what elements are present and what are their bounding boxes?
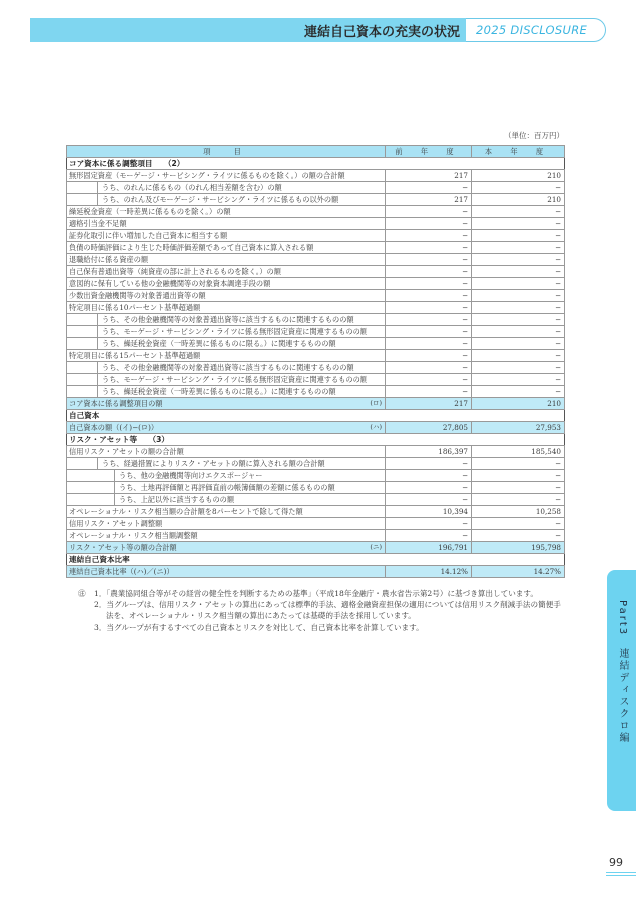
- subtotal-row: [67, 398, 565, 410]
- row-label: オペレーショナル・リスク相当額調整額: [69, 531, 198, 540]
- curr-year-value: −: [472, 470, 565, 482]
- prev-year-value: 27,805: [386, 422, 472, 434]
- prev-year-value: −: [386, 314, 472, 326]
- table-row: [67, 194, 565, 206]
- prev-year-value: −: [386, 290, 472, 302]
- table-row: [67, 314, 565, 326]
- section-row: [67, 410, 565, 422]
- table-row: [67, 518, 565, 530]
- row-label: 意図的に保有している他の金融機関等の対象資本調達手段の額: [69, 279, 271, 288]
- section-heading: 自己資本: [67, 410, 565, 422]
- row-label: うち、繰延税金資産（一時差異に係るものに限る。）に関連するものの額: [102, 339, 336, 348]
- prev-year-value: 10,394: [386, 506, 472, 518]
- row-label-cell: [67, 398, 386, 410]
- row-label: 自己資本の額（(イ)−(ロ)）: [69, 423, 159, 432]
- row-label: うち、上記以外に該当するものの額: [119, 495, 235, 504]
- prev-year-value: −: [386, 302, 472, 314]
- prev-year-value: −: [386, 182, 472, 194]
- section-heading: 連結自己資本比率: [67, 554, 565, 566]
- row-label-cell: [67, 302, 386, 314]
- row-mark: (ニ): [370, 543, 382, 551]
- curr-year-value: −: [472, 350, 565, 362]
- prev-year-value: −: [386, 338, 472, 350]
- prev-year-value: −: [386, 386, 472, 398]
- row-label-cell: [67, 470, 386, 482]
- row-label-cell: [67, 326, 386, 338]
- prev-year-value: 217: [386, 194, 472, 206]
- row-label: 信用リスク・アセットの額の合計額: [69, 447, 184, 456]
- curr-year-value: 14.27%: [472, 566, 565, 578]
- table-row: [67, 302, 565, 314]
- row-label-cell: [67, 566, 386, 578]
- row-label-cell: [67, 170, 386, 182]
- prev-year-value: −: [386, 278, 472, 290]
- table-row: [67, 182, 565, 194]
- curr-year-value: −: [472, 374, 565, 386]
- table-row: [67, 374, 565, 386]
- row-label: 証券化取引に伴い増加した自己資本に相当する額: [69, 231, 228, 240]
- prev-year-value: 14.12%: [386, 566, 472, 578]
- prev-year-value: −: [386, 326, 472, 338]
- curr-year-value: 210: [472, 194, 565, 206]
- curr-year-value: −: [472, 458, 565, 470]
- table-header: [67, 146, 565, 158]
- row-label-cell: [67, 374, 386, 386]
- prev-year-value: −: [386, 374, 472, 386]
- row-label-cell: [67, 290, 386, 302]
- row-label-cell: [67, 446, 386, 458]
- prev-year-value: −: [386, 458, 472, 470]
- note-item: 2．当グループは、信用リスク・アセットの算出にあっては標準的手法、適格金融資産担保の適用については信用リスク削減手法の簡便手法を、オペレーショナル・リスク相当額の算出にあたっては基礎的手法を採用しています。: [94, 600, 561, 621]
- prev-year-value: −: [386, 230, 472, 242]
- capital-table: [66, 145, 565, 578]
- row-label-cell: [67, 482, 386, 494]
- column-header-curr: 本 年 度: [472, 146, 565, 158]
- curr-year-value: 210: [472, 170, 565, 182]
- row-label-cell: [67, 218, 386, 230]
- curr-year-value: 185,540: [472, 446, 565, 458]
- curr-year-value: −: [472, 386, 565, 398]
- note-mark: ㊟: [78, 589, 86, 598]
- subtotal-row: [67, 566, 565, 578]
- prev-year-value: −: [386, 266, 472, 278]
- subtotal-row: [67, 542, 565, 554]
- curr-year-value: −: [472, 278, 565, 290]
- curr-year-value: −: [472, 326, 565, 338]
- curr-year-value: 27,953: [472, 422, 565, 434]
- row-label-cell: [67, 182, 386, 194]
- row-label: 無形固定資産（モーゲージ・サービシング・ライツに係るものを除く。）の額の合計額: [69, 171, 345, 180]
- row-label-cell: [67, 386, 386, 398]
- table-row: [67, 242, 565, 254]
- section-heading: コア資本に係る調整項目 （2）: [67, 158, 565, 170]
- prev-year-value: 217: [386, 170, 472, 182]
- prev-year-value: −: [386, 494, 472, 506]
- curr-year-value: −: [472, 182, 565, 194]
- table-row: [67, 482, 565, 494]
- row-label: オペレーショナル・リスク相当額の合計額を8パーセントで除して得た額: [69, 507, 303, 516]
- table-row: [67, 326, 565, 338]
- curr-year-value: 210: [472, 398, 565, 410]
- section-row: [67, 434, 565, 446]
- table-row: [67, 206, 565, 218]
- section-tab-label: Part3 連結ディスクロ編: [617, 600, 628, 745]
- table-row: [67, 494, 565, 506]
- curr-year-value: −: [472, 530, 565, 542]
- row-label-cell: [67, 458, 386, 470]
- curr-year-value: −: [472, 362, 565, 374]
- row-mark: (ハ): [370, 423, 382, 431]
- curr-year-value: −: [472, 206, 565, 218]
- disclosure-label: 2025 DISCLOSURE: [476, 23, 588, 37]
- row-label-cell: [67, 278, 386, 290]
- prev-year-value: −: [386, 470, 472, 482]
- table-row: [67, 230, 565, 242]
- curr-year-value: −: [472, 266, 565, 278]
- table-row: [67, 338, 565, 350]
- curr-year-value: −: [472, 482, 565, 494]
- row-label: 適格引当金不足額: [69, 219, 127, 228]
- row-label-cell: [67, 314, 386, 326]
- page-number: 99: [609, 856, 623, 869]
- row-label: コア資本に係る調整項目の額: [69, 399, 163, 408]
- prev-year-value: 186,397: [386, 446, 472, 458]
- table-row: [67, 266, 565, 278]
- row-label: 少数出資金融機関等の対象普通出資等の額: [69, 291, 206, 300]
- curr-year-value: −: [472, 290, 565, 302]
- note-item: 1．「農業協同組合等がその経営の健全性を判断するための基準」（平成18年金融庁・農水省告示第2号）に基づき算出しています。: [94, 589, 538, 598]
- table-row: [67, 170, 565, 182]
- column-header-prev: 前 年 度: [386, 146, 472, 158]
- section-heading: リスク・アセット等 （3）: [67, 434, 565, 446]
- table-row: [67, 254, 565, 266]
- content-flow: [66, 145, 568, 633]
- row-label-cell: [67, 518, 386, 530]
- row-label: 信用リスク・アセット調整額: [69, 519, 163, 528]
- row-label: うち、のれん及びモーゲージ・サービシング・ライツに係るもの以外の額: [102, 195, 339, 204]
- row-label: うち、土地再評価額と再評価直前の帳簿価額の差額に係るものの額: [119, 483, 335, 492]
- row-label: うち、経過措置によりリスク・アセットの額に算入される額の合計額: [102, 459, 325, 468]
- table-row: [67, 458, 565, 470]
- table-row: [67, 470, 565, 482]
- curr-year-value: −: [472, 230, 565, 242]
- prev-year-value: 196,791: [386, 542, 472, 554]
- curr-year-value: −: [472, 254, 565, 266]
- notes: [78, 588, 568, 633]
- divider: [606, 875, 636, 876]
- curr-year-value: −: [472, 494, 565, 506]
- curr-year-value: 195,798: [472, 542, 565, 554]
- note-item: 3．当グループが有するすべての自己資本とリスクを対比して、自己資本比率を計算しています。: [94, 622, 424, 632]
- curr-year-value: −: [472, 302, 565, 314]
- row-label-cell: [67, 266, 386, 278]
- section-row: [67, 158, 565, 170]
- page-title: 連結自己資本の充実の状況: [303, 25, 460, 40]
- row-label: 特定項目に係る15パーセント基準超過額: [69, 351, 201, 360]
- row-label-cell: [67, 530, 386, 542]
- prev-year-value: −: [386, 482, 472, 494]
- row-label-cell: [67, 254, 386, 266]
- row-label-cell: [67, 362, 386, 374]
- row-label-cell: [67, 350, 386, 362]
- row-label: うち、その他金融機関等の対象普通出資等に該当するものに関連するものの額: [102, 363, 354, 372]
- row-label-cell: [67, 194, 386, 206]
- row-label-cell: [67, 542, 386, 554]
- row-label: うち、モーゲージ・サービシング・ライツに係る無形固定資産に関連するものの額: [102, 327, 367, 336]
- section-tab[interactable]: [607, 570, 636, 811]
- row-label: うち、モーゲージ・サービシング・ライツに係る無形固定資産に関連するものの額: [102, 375, 367, 384]
- prev-year-value: 217: [386, 398, 472, 410]
- divider: [606, 872, 636, 873]
- row-label-cell: [67, 506, 386, 518]
- prev-year-value: −: [386, 206, 472, 218]
- unit-label: （単位：百万円）: [504, 131, 564, 140]
- section-row: [67, 554, 565, 566]
- subtotal-row: [67, 422, 565, 434]
- row-label: うち、他の金融機関等向けエクスポージャー: [119, 471, 263, 480]
- curr-year-value: 10,258: [472, 506, 565, 518]
- row-label: リスク・アセット等の額の合計額: [69, 543, 177, 552]
- prev-year-value: −: [386, 242, 472, 254]
- table-row: [67, 362, 565, 374]
- curr-year-value: −: [472, 518, 565, 530]
- row-label: うち、その他金融機関等の対象普通出資等に該当するものに関連するものの額: [102, 315, 354, 324]
- curr-year-value: −: [472, 242, 565, 254]
- table-row: [67, 350, 565, 362]
- row-label-cell: [67, 338, 386, 350]
- table-row: [67, 290, 565, 302]
- table-row: [67, 506, 565, 518]
- row-label: 繰延税金資産（一時差異に係るものを除く。）の額: [69, 207, 231, 216]
- curr-year-value: −: [472, 314, 565, 326]
- row-label: 退職給付に係る資産の額: [69, 255, 149, 264]
- row-label-cell: [67, 494, 386, 506]
- row-label: うち、のれんに係るもの（のれん相当差額を含む）の額: [102, 183, 282, 192]
- title-band: [30, 18, 466, 42]
- prev-year-value: −: [386, 362, 472, 374]
- table-row: [67, 278, 565, 290]
- prev-year-value: −: [386, 218, 472, 230]
- prev-year-value: −: [386, 254, 472, 266]
- row-mark: (ロ): [370, 399, 382, 407]
- column-header-item: 項 目: [67, 146, 386, 158]
- row-label-cell: [67, 242, 386, 254]
- table-row: [67, 218, 565, 230]
- row-label: 負債の時価評価により生じた時価評価差額であって自己資本に算入される額: [69, 243, 314, 252]
- curr-year-value: −: [472, 338, 565, 350]
- row-label: 特定項目に係る10パーセント基準超過額: [69, 303, 201, 312]
- prev-year-value: −: [386, 530, 472, 542]
- row-label-cell: [67, 230, 386, 242]
- row-label: うち、繰延税金資産（一時差異に係るものに限る。）に関連するものの額: [102, 387, 336, 396]
- row-label: 自己保有普通出資等（純資産の部に計上されるものを除く。）の額: [69, 267, 281, 276]
- prev-year-value: −: [386, 350, 472, 362]
- table-row: [67, 446, 565, 458]
- table-row: [67, 386, 565, 398]
- row-label-cell: [67, 422, 386, 434]
- row-label-cell: [67, 206, 386, 218]
- curr-year-value: −: [472, 218, 565, 230]
- row-label: 連結自己資本比率（(ハ)／(ニ)）: [69, 567, 174, 576]
- prev-year-value: −: [386, 518, 472, 530]
- disclosure-badge: [466, 18, 606, 42]
- table-row: [67, 530, 565, 542]
